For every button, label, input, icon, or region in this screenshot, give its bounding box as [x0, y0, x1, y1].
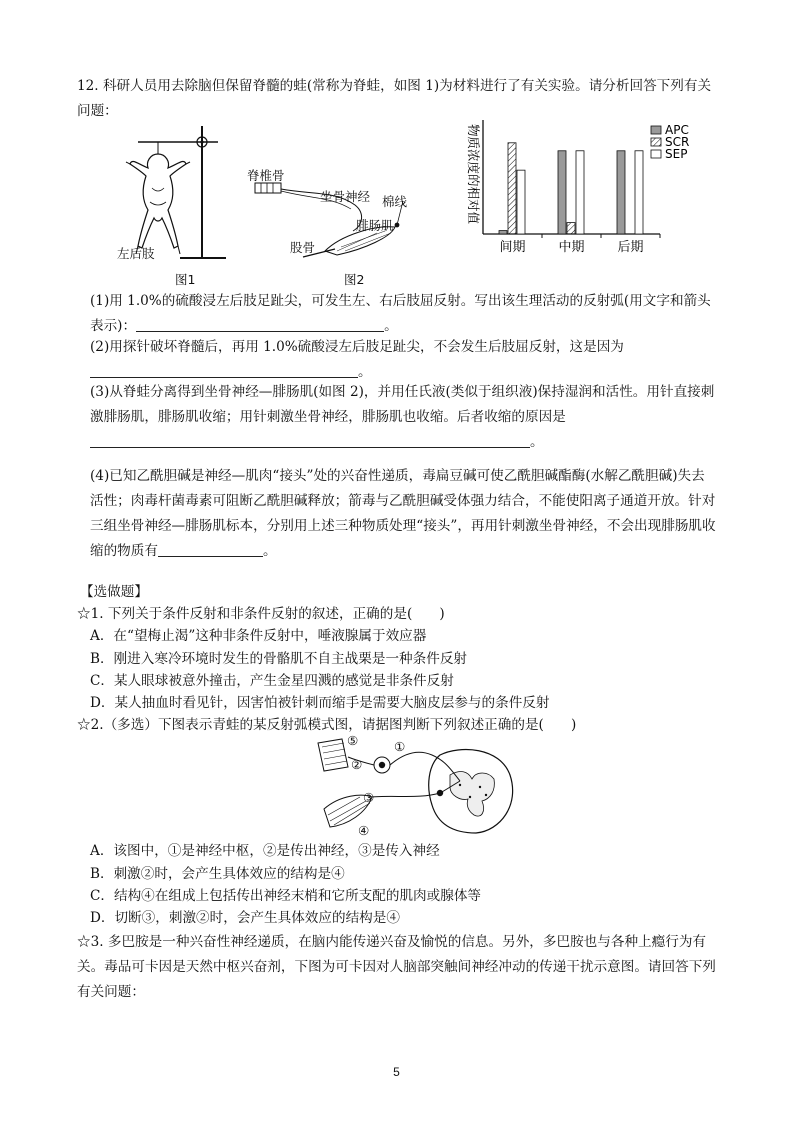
- x-tick-label: 后期: [617, 240, 644, 255]
- chart-y-axis-label: 物质浓度的相对值: [466, 124, 481, 225]
- reflex-arc-diagram: [300, 735, 530, 840]
- c2-option-a[interactable]: A．该图中，①是神经中枢，②是传出神经，③是传入神经: [90, 843, 440, 859]
- legend-label-sep: SEP: [665, 147, 688, 161]
- q12-sub3: [90, 380, 717, 455]
- answer-blank-3[interactable]: [90, 433, 530, 448]
- q12-sub1-end: 。: [384, 318, 398, 334]
- bar-apc-1: [558, 151, 566, 234]
- c1-option-c[interactable]: C．某人眼球被意外撞击，产生金星四溅的感觉是非条件反射: [90, 673, 454, 689]
- c2-stem: ☆2.（多选）下图表示青蛙的某反射弧模式图，请据图判断下列叙述正确的是( ): [77, 717, 577, 733]
- q12-sub3-end: 。: [530, 434, 544, 450]
- fig2-label-thread: 棉线: [382, 194, 408, 209]
- c2-option-d[interactable]: D．切断③，刺激②时，会产生具体效应的结构是④: [90, 910, 400, 926]
- q12-sub4-end: 。: [262, 543, 277, 559]
- page-number: 5: [393, 1065, 400, 1079]
- bar-apc-2: [617, 151, 625, 234]
- c1-option-a[interactable]: A．在“望梅止渴”这种非条件反射中，唾液腺属于效应器: [90, 628, 427, 644]
- x-tick-label: 中期: [558, 240, 585, 255]
- bar-scr-1: [567, 223, 575, 234]
- legend-swatch-apc: [651, 126, 661, 134]
- fig2-label-sciatic-nerve: 坐骨神经: [320, 189, 371, 204]
- q12-sub1-text: (1)用 1.0%的硫酸浸左后肢足趾尖，可发生左、右后肢屈反射。写出该生理活动的反射弧(用文字和箭头表示)：: [90, 293, 711, 334]
- fig1-caption: 图1: [175, 272, 196, 287]
- marker-2: ②: [351, 757, 363, 772]
- bar-chart: [455, 112, 715, 257]
- answer-blank-1[interactable]: [136, 317, 384, 332]
- fig2-label-femur: 股骨: [290, 240, 316, 255]
- q12-intro: 12. 科研人员用去除脑但保留脊髓的蛙(常称为脊蛙，如图 1)为材料进行了有关实验。请分析回答下列有关问题：: [77, 78, 712, 119]
- marker-5: ⑤: [347, 733, 359, 748]
- c2-option-c[interactable]: C．结构④在组成上包括传出神经末梢和它所支配的肌肉或腺体等: [90, 888, 482, 904]
- q12-sub1: [90, 289, 717, 339]
- bar-sep-0: [517, 170, 525, 234]
- bar-sep-2: [635, 151, 643, 234]
- fig2-caption: 图2: [344, 272, 365, 287]
- q12-sub4: [90, 464, 717, 564]
- c3-text: ☆3. 多巴胺是一种兴奋性神经递质，在脑内能传递兴奋及愉悦的信息。另外，多巴胺也与各种上瘾行为有关。毒品可卡因是天然中枢兴奋剂，下图为可卡因对人脑部突触间神经冲动的传递干扰示意图。请回答下列有关问题：: [77, 934, 716, 1000]
- legend-label-apc: APC: [665, 123, 689, 137]
- answer-blank-2[interactable]: [90, 363, 358, 378]
- bar-scr-0: [508, 143, 516, 234]
- marker-3: ③: [363, 790, 375, 805]
- c1-option-b[interactable]: B．刚进入寒冷环境时发生的骨骼肌不自主战栗是一种条件反射: [90, 651, 468, 667]
- bar-apc-0: [499, 231, 507, 234]
- legend-label-scr: SCR: [665, 135, 690, 149]
- marker-4: ④: [358, 823, 370, 838]
- fig2-label-muscle: 腓肠肌: [356, 218, 394, 233]
- c1-option-d[interactable]: D．某人抽血时看见针，因害怕被针刺而缩手是需要大脑皮层参与的条件反射: [90, 695, 550, 711]
- c1-stem: ☆1. 下列关于条件反射和非条件反射的叙述，正确的是( ): [77, 606, 445, 622]
- answer-blank-4[interactable]: [158, 542, 263, 557]
- fig2-label-spine: 脊椎骨: [247, 168, 285, 183]
- c2-option-b[interactable]: B．刺激②时，会产生具体效应的结构是④: [90, 866, 345, 882]
- bar-sep-1: [576, 151, 584, 234]
- x-tick-label: 间期: [499, 240, 526, 255]
- marker-1: ①: [394, 739, 406, 754]
- q12-sub2: [90, 335, 717, 385]
- legend-swatch-sep: [651, 150, 661, 158]
- legend-swatch-scr: [651, 138, 661, 146]
- section-title: 【选做题】: [80, 584, 148, 600]
- q12-sub2-end: 。: [358, 364, 372, 380]
- q12-sub4-text: (4)已知乙酰胆碱是神经—肌肉“接头”处的兴奋性递质，毒扁豆碱可使乙酰胆碱酯酶(水解乙酰胆碱)失去活性；肉毒杆菌毒素可阻断乙酰胆碱释放；箭毒与乙酰胆碱受体强力结合，不能使阳离子通道开放。针对三组坐骨神经—腓肠肌标本，分别用上述三种物质处理“接头”，再用针刺激坐骨神经，不会出现腓肠肌收缩的物质有: [90, 468, 716, 559]
- fig1-label-left-leg: 左后肢: [117, 246, 155, 261]
- q12-sub3-text: (3)从脊蛙分离得到坐骨神经—腓肠肌(如图 2)，并用任氏液(类似于组织液)保持湿润和活性。用针直接刺激腓肠肌，腓肠肌收缩；用针刺激坐骨神经，腓肠肌也收缩。后者收缩的原因是: [90, 384, 715, 425]
- q12-sub2-text: (2)用探针破坏脊髓后，再用 1.0%硫酸浸左后肢足趾尖，不会发生后肢屈反射，这是因为: [90, 339, 624, 355]
